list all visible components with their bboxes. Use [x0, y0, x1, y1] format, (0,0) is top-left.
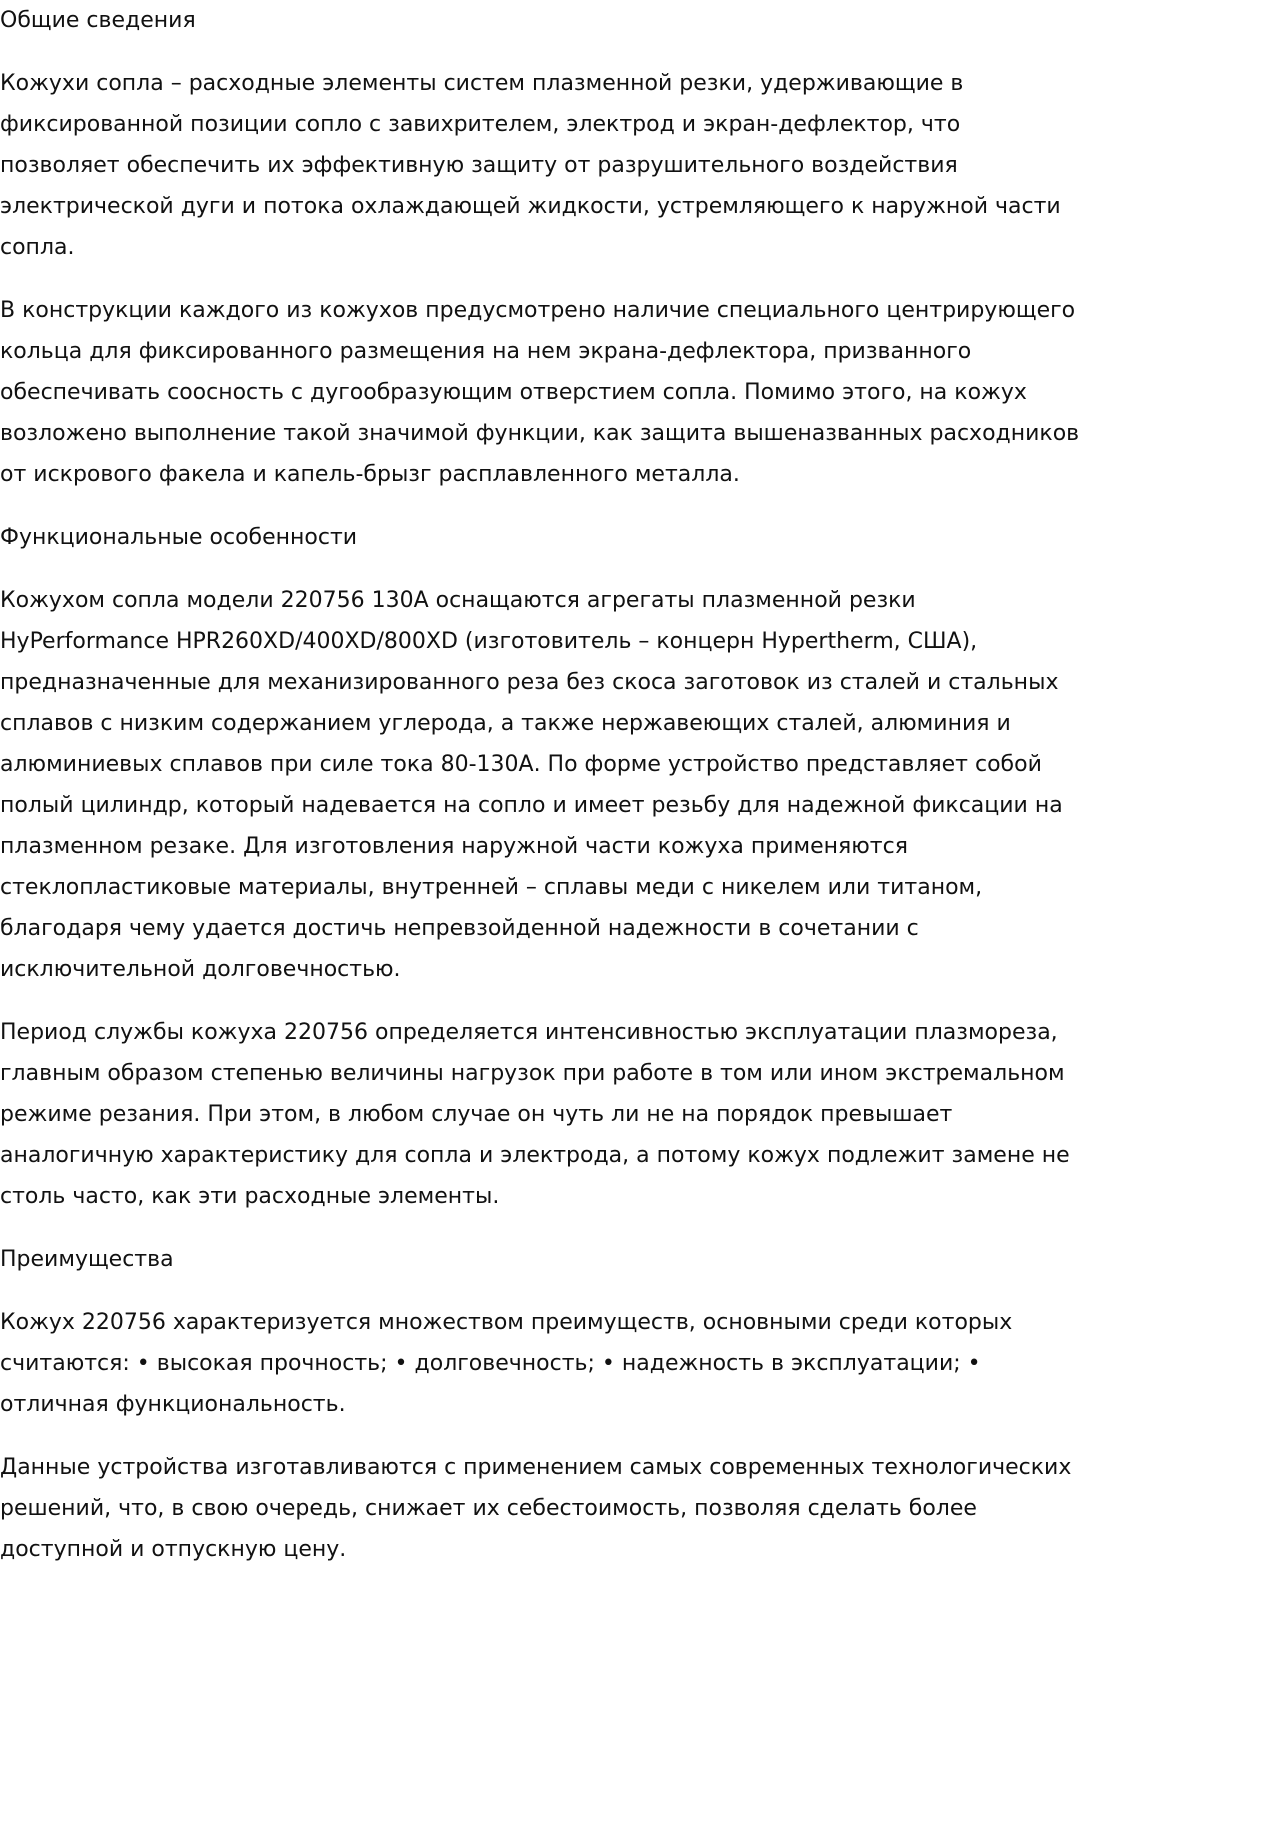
section-heading-features: Функциональные особенности: [0, 525, 358, 550]
paragraph: Данные устройства изготавливаются с применением самых современных технологических решений, что, в свою очередь, снижает их себестоимость, позволяя сделать более доступной и отпускную цену.: [0, 1455, 1072, 1562]
paragraph: Кожухом сопла модели 220756 130А оснащаются агрегаты плазменной резки HyPerformance HPR260XD/400XD/800XD (изготовитель – концерн Hypertherm, США), предназначенные для механизированного реза без скоса заготовок из сталей и стальных сплавов с низким содержанием углерода, а также нержавеющих сталей, алюминия и алюминиевых сплавов при силе тока 80-130А. По форме устройство представляет собой полый цилиндр, который надевается на сопло и имеет резьбу для надежной фиксации на плазменном резаке. Для изготовления наружной части кожуха применяются стеклопластиковые материалы, внутренней – сплавы меди с никелем или титаном, благодаря чему удается достичь непревзойденной надежности в сочетании с исключительной долговечностью.: [0, 588, 1063, 982]
paragraph: Период службы кожуха 220756 определяется интенсивностью эксплуатации плазмореза, главным образом степенью величины нагрузок при работе в том или ином экстремальном режиме резания. При этом, в любом случае он чуть ли не на порядок превышает аналогичную характеристику для сопла и электрода, а потому кожух подлежит замене не столь часто, как эти расходные элементы.: [0, 1020, 1070, 1209]
paragraph: Кожухи сопла – расходные элементы систем плазменной резки, удерживающие в фиксированной позиции сопло с завихрителем, электрод и экран-дефлектор, что позволяет обеспечить их эффективную защиту от разрушительного воздействия электрической дуги и потока охлаждающей жидкости, устремляющего к наружной части сопла.: [0, 71, 1061, 260]
paragraph: Кожух 220756 характеризуется множеством преимуществ, основными среди которых считаются: • высокая прочность; • долговечность; • надежность в эксплуатации; • отличная функциональность.: [0, 1310, 1013, 1417]
section-heading-advantages: Преимущества: [0, 1247, 174, 1272]
paragraph: В конструкции каждого из кожухов предусмотрено наличие специального центрирующего кольца для фиксированного размещения на нем экрана-дефлектора, призванного обеспечивать соосность с дугообразующим отверстием сопла. Помимо этого, на кожух возложено выполнение такой значимой функции, как защита вышеназванных расходников от искрового факела и капель-брызг расплавленного металла.: [0, 298, 1080, 487]
section-heading-general: Общие сведения: [0, 8, 196, 33]
